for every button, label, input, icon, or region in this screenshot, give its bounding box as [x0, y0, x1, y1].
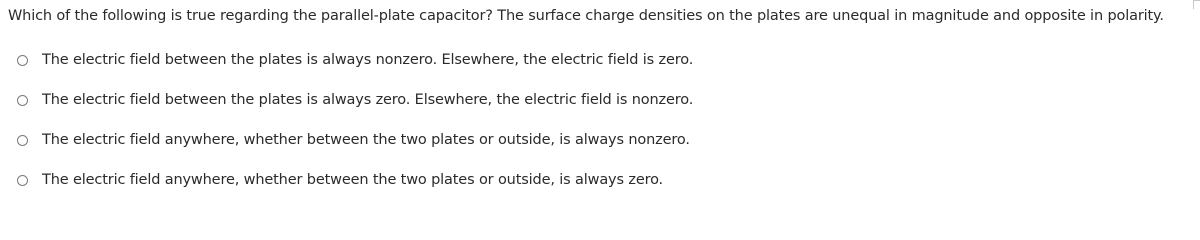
answer-option-label: The electric field between the plates is always nonzero. Elsewhere, the electric field is zero.	[42, 52, 694, 68]
radio-button-icon[interactable]	[17, 55, 28, 66]
answer-option-label: The electric field anywhere, whether between the two plates or outside, is always zero.	[42, 172, 664, 188]
answer-option-1[interactable]	[17, 40, 693, 80]
answer-option-label: The electric field between the plates is always zero. Elsewhere, the electric field is nonzero.	[42, 92, 694, 108]
answer-option-3[interactable]	[17, 120, 693, 160]
question-text: Which of the following is true regarding the parallel-plate capacitor? The surface charge densities on the plates are unequal in magnitude and opposite in polarity.	[8, 8, 1164, 24]
radio-button-icon[interactable]	[17, 175, 28, 186]
answer-option-label: The electric field anywhere, whether between the two plates or outside, is always nonzero.	[42, 132, 690, 148]
radio-button-icon[interactable]	[17, 95, 28, 106]
radio-button-icon[interactable]	[17, 135, 28, 146]
answer-option-2[interactable]	[17, 80, 693, 120]
answer-option-4[interactable]	[17, 160, 693, 200]
answer-options	[17, 40, 693, 200]
